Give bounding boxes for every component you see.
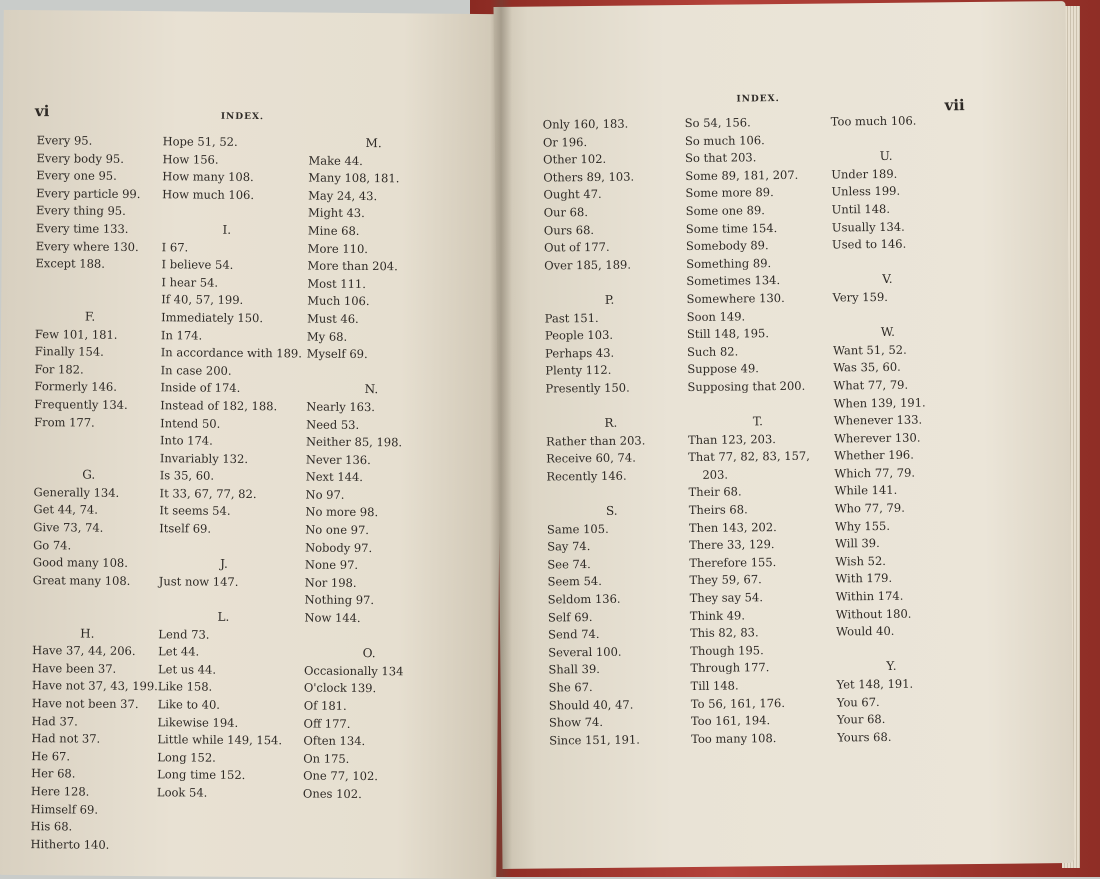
index-entry: Shall 39. (548, 662, 600, 677)
index-entry: Such 82. (687, 344, 739, 359)
index-entry: Nor 198. (304, 575, 357, 590)
index-entry: Very 159. (832, 289, 888, 305)
index-entry: Yours 68. (837, 729, 892, 745)
spacer (304, 627, 454, 646)
index-entry: Have not 37, 43, 199. (31, 678, 158, 694)
index-entry: Go 74. (33, 537, 72, 553)
index-entry: Nearly 163. (306, 399, 376, 414)
index-entry: Whether 196. (834, 447, 914, 463)
index-entry: Yet 148, 191. (836, 676, 914, 692)
index-entry: See 74. (547, 556, 591, 572)
index-entry: Occasionally 134 (303, 663, 404, 679)
index-entry: Give 73, 74. (33, 520, 104, 535)
spacer (544, 273, 694, 292)
index-entry: Off 177. (303, 716, 351, 731)
index-entry: Under 189. (831, 166, 898, 182)
section-letter: N. (364, 382, 379, 397)
index-entry: Theirs 68. (688, 502, 748, 518)
index-entry: Until 148. (831, 201, 891, 217)
index-entry: Just now 147. (158, 574, 239, 589)
index-entry: His 68. (30, 819, 73, 834)
index-entry: Would 40. (835, 624, 895, 639)
index-entry: Or 196. (542, 134, 588, 150)
index-entry: In case 200. (160, 362, 232, 378)
index-entry: Little while 149, 154. (157, 732, 283, 748)
index-entry: Show 74. (548, 715, 604, 730)
index-entry: Our 68. (543, 205, 589, 220)
spacer (162, 204, 312, 223)
index-entry: Here 128. (30, 784, 90, 799)
index-entry: Something 89. (686, 255, 772, 271)
index-entry: From 177. (34, 414, 95, 430)
index-entry: Then 143, 202. (688, 519, 777, 535)
index-entry: Might 43. (307, 205, 365, 221)
index-column (543, 115, 700, 750)
index-entry: Most 111. (307, 276, 366, 291)
index-entry: Still 148, 195. (686, 326, 770, 342)
index-entry: Nothing 97. (304, 592, 375, 608)
index-entry: Should 40, 47. (548, 697, 634, 713)
index-entry: Immediately 150. (161, 310, 264, 326)
index-entry: Some time 154. (685, 220, 778, 236)
index-entry: Too many 108. (691, 730, 777, 746)
spacer (547, 484, 697, 503)
spacer (35, 290, 165, 309)
page-number: vi (34, 102, 50, 121)
index-entry: Hope 51, 52. (162, 134, 238, 149)
index-entry: Wish 52. (835, 553, 886, 569)
index-entry: Since 151, 191. (549, 732, 640, 748)
index-entry: Ones 102. (302, 786, 362, 801)
index-entry: Every time 133. (35, 221, 129, 236)
spacer (307, 363, 457, 382)
index-entry: My 68. (306, 329, 348, 344)
index-entry: Without 180. (835, 606, 912, 622)
index-entry: Neither 85, 198. (305, 434, 403, 450)
index-entry: Therefore 155. (689, 554, 777, 570)
index-entry: Every particle 99. (36, 185, 141, 201)
index-entry: Ought 47. (543, 187, 602, 202)
index-entry: Only 160, 183. (542, 116, 629, 132)
section-letter: S. (605, 503, 618, 518)
index-entry: I believe 54. (161, 257, 234, 273)
index-entry: Must 46. (307, 311, 359, 326)
index-entry: Ours 68. (543, 222, 595, 238)
index-entry: If 40, 57, 199. (161, 292, 244, 308)
index-entry: Think 49. (689, 608, 746, 623)
spacer (159, 538, 309, 557)
index-entry: Than 123, 203. (687, 431, 776, 447)
index-entry: Formerly 146. (34, 379, 117, 395)
index-entry: Much 106. (307, 293, 370, 309)
index-entry: Make 44. (308, 153, 363, 168)
spacer (831, 130, 961, 149)
index-entry: Want 51, 52. (833, 342, 907, 358)
index-entry: Within 174. (835, 588, 904, 604)
index-entry: There 33, 129. (689, 537, 775, 553)
index-entry: More than 204. (307, 258, 398, 274)
index-entry: Supposing that 200. (687, 378, 806, 394)
section-letter: G. (82, 467, 96, 482)
index-entry: This 82, 83. (689, 625, 759, 641)
index-entry: Who 77, 79. (834, 500, 905, 516)
index-entry: Every body 95. (36, 150, 124, 166)
index-entry: Often 134. (303, 733, 366, 749)
index-entry: Is 35, 60. (159, 468, 215, 483)
section-letter: J. (220, 556, 228, 572)
section-letter: F. (84, 309, 96, 324)
index-entry: Need 53. (306, 416, 360, 432)
index-entry: Long 152. (157, 749, 216, 765)
index-entry: Instead of 182, 188. (160, 398, 278, 414)
index-entry: Sometimes 134. (686, 273, 781, 289)
index-entry: Suppose 49. (687, 361, 759, 377)
index-entry: People 103. (544, 327, 614, 343)
index-entry: Which 77, 79. (834, 465, 916, 481)
index-entry: Every 95. (36, 133, 93, 148)
index-entry: One 77, 102. (303, 768, 379, 784)
spacer (34, 431, 164, 450)
section-letter: H. (80, 626, 95, 641)
left-page (0, 10, 504, 879)
index-entry: How many 108. (162, 169, 254, 185)
running-head: INDEX. (736, 94, 780, 105)
index-entry: Like 158. (157, 679, 213, 695)
index-entry: He 67. (31, 748, 71, 764)
index-entry: Mine 68. (307, 223, 360, 238)
index-entry: Inside of 174. (160, 380, 241, 396)
index-entry: So much 106. (684, 132, 765, 148)
index-entry: Their 68. (688, 484, 742, 500)
index-entry: Now 144. (304, 610, 361, 626)
index-entry: No more 98. (305, 504, 379, 520)
index-entry: Was 35, 60. (833, 360, 901, 375)
index-entry: Seem 54. (547, 574, 602, 589)
section-letter: R. (604, 415, 618, 430)
index-column (831, 112, 968, 747)
index-entry: Lend 73. (158, 626, 210, 642)
spacer (688, 395, 848, 414)
section-letter: U. (879, 149, 893, 164)
index-entry: In 174. (160, 327, 203, 343)
index-entry: Receive 60, 74. (546, 450, 636, 466)
index-entry: Into 174. (159, 433, 213, 448)
index-entry: For 182. (34, 361, 84, 377)
index-entry: Intend 50. (160, 415, 221, 431)
index-entry: Except 188. (35, 256, 106, 271)
index-entry: Of 181. (303, 698, 347, 713)
index-entry: Past 151. (544, 310, 599, 326)
index-entry: Too 161, 194. (690, 713, 771, 729)
index-column (157, 133, 313, 803)
index-entry: Though 195. (690, 643, 764, 658)
index-entry: Get 44, 74. (33, 502, 98, 518)
index-entry: None 97. (304, 557, 359, 573)
index-entry: Finally 154. (34, 344, 104, 359)
index-entry: Every one 95. (36, 168, 117, 184)
index-entry: Nobody 97. (305, 540, 373, 555)
index-entry: To 56, 161, 176. (690, 695, 786, 711)
spacer (35, 273, 165, 292)
spacer (836, 640, 966, 659)
index-entry: With 179. (835, 571, 893, 586)
index-entry: Have been 37. (31, 660, 117, 676)
index-entry: Hitherto 140. (30, 836, 110, 852)
index-entry: Why 155. (834, 518, 891, 534)
index-entry: On 175. (303, 751, 350, 766)
index-entry: O'clock 139. (303, 680, 377, 696)
running-head: INDEX. (220, 111, 265, 123)
index-entry: Her 68. (31, 766, 76, 781)
index-entry: Great many 108. (32, 572, 131, 588)
index-entry: Over 185, 189. (544, 257, 632, 273)
index-entry: That 77, 82, 83, 157, (688, 449, 810, 465)
index-entry: Generally 134. (33, 484, 120, 500)
index-entry: Let 44. (158, 644, 200, 659)
index-entry: Next 144. (305, 469, 364, 485)
index-entry: Somewhere 130. (686, 290, 785, 306)
index-entry: Soon 149. (686, 308, 746, 324)
section-letter: W. (880, 324, 896, 340)
index-entry: Frequently 134. (34, 397, 128, 412)
index-entry: Like to 40. (157, 697, 221, 712)
index-entry: Send 74. (548, 627, 600, 642)
index-entry: I hear 54. (161, 274, 219, 290)
index-entry: No 97. (305, 487, 345, 502)
spacer (33, 590, 163, 609)
index-column (303, 135, 459, 805)
index-entry: Some one 89. (685, 203, 765, 218)
index-entry: Used to 146. (831, 236, 907, 252)
spacer (546, 396, 696, 415)
index-entry: Some more 89. (685, 185, 774, 201)
index-entry: Itself 69. (159, 521, 212, 536)
index-entry: Myself 69. (306, 346, 368, 362)
index-entry: You 67. (836, 694, 880, 710)
index-entry: Till 148. (690, 678, 739, 693)
index-entry: I 67. (161, 239, 189, 255)
section-letter: L. (217, 609, 230, 624)
index-entry: Your 68. (836, 712, 886, 727)
index-entry: So 54, 156. (684, 115, 751, 131)
section-letter: V. (882, 272, 893, 287)
index-entry: Recently 146. (546, 468, 627, 484)
index-entry: More 110. (307, 241, 369, 256)
section-letter: I. (222, 222, 232, 237)
index-entry: Look 54. (156, 785, 208, 800)
index-entry: Unless 199. (831, 184, 901, 199)
index-entry: Let us 44. (157, 662, 217, 677)
index-entry: Other 102. (543, 152, 607, 167)
index-entry: Somebody 89. (685, 238, 769, 254)
index-entry: Plenty 112. (545, 363, 612, 378)
spacer (32, 607, 162, 626)
index-entry: What 77, 79. (833, 377, 909, 393)
index-entry: She 67. (548, 680, 593, 695)
spacer (833, 306, 963, 325)
index-entry: Self 69. (547, 609, 593, 625)
index-entry: Invariably 132. (159, 450, 249, 466)
index-entry: No one 97. (305, 522, 370, 538)
section-letter: T. (752, 414, 763, 429)
spacer (832, 253, 962, 272)
section-letter: Y. (886, 659, 897, 674)
index-entry: Have 37, 44, 206. (32, 643, 136, 659)
index-entry: Good many 108. (32, 555, 129, 571)
index-entry: Every where 130. (35, 238, 139, 254)
index-entry: Himself 69. (30, 801, 99, 817)
index-entry: Likewise 194. (157, 714, 239, 730)
index-entry: Several 100. (548, 644, 622, 660)
index-entry: Long time 152. (157, 767, 246, 783)
index-entry: Never 136. (305, 452, 371, 467)
index-entry: Will 39. (835, 536, 880, 551)
index-entry: While 141. (834, 483, 898, 498)
index-entry: May 24, 43. (308, 188, 378, 203)
index-entry: They 59, 67. (689, 572, 762, 588)
right-page (494, 1, 1075, 869)
index-entry: Through 177. (690, 660, 770, 676)
index-entry: They say 54. (689, 590, 764, 606)
index-entry: Whenever 133. (833, 412, 923, 428)
index-entry: Every thing 95. (35, 203, 126, 219)
index-entry: Wherever 130. (833, 430, 921, 446)
index-entry: Had not 37. (31, 731, 101, 746)
index-entry: Others 89, 103. (543, 169, 635, 185)
index-entry: It seems 54. (159, 503, 231, 519)
section-letter: O. (362, 646, 376, 661)
index-entry: Same 105. (546, 521, 609, 537)
index-entry: When 139, 191. (833, 395, 926, 410)
index-entry: In accordance with 189. (160, 345, 302, 361)
index-entry: Perhaps 43. (545, 345, 615, 361)
index-entry: Rather than 203. (545, 433, 646, 449)
index-entry: Few 101, 181. (34, 326, 118, 342)
index-entry: Presently 150. (545, 380, 630, 396)
index-column (30, 132, 166, 854)
spacer (159, 591, 309, 610)
spacer (34, 449, 164, 468)
index-entry: Have not been 37. (31, 696, 139, 712)
section-letter: M. (365, 135, 382, 151)
index-entry: Too much 106. (830, 113, 917, 129)
page-number: vii (944, 96, 965, 115)
index-entry: It 33, 67, 77, 82. (159, 486, 257, 501)
index-entry: 203. (702, 467, 729, 482)
index-entry: Usually 134. (831, 219, 905, 235)
index-entry: Had 37. (31, 713, 78, 729)
section-letter: P. (604, 292, 615, 307)
index-entry: How much 106. (162, 187, 255, 202)
index-entry: Say 74. (547, 539, 591, 554)
index-entry: Seldom 136. (547, 591, 621, 607)
index-entry: Many 108, 181. (308, 170, 400, 186)
index-entry: Some 89, 181, 207. (685, 167, 799, 183)
index-column (685, 113, 852, 748)
index-entry: So that 203. (685, 150, 757, 166)
index-entry: Out of 177. (543, 239, 610, 255)
index-entry: How 156. (162, 151, 219, 167)
